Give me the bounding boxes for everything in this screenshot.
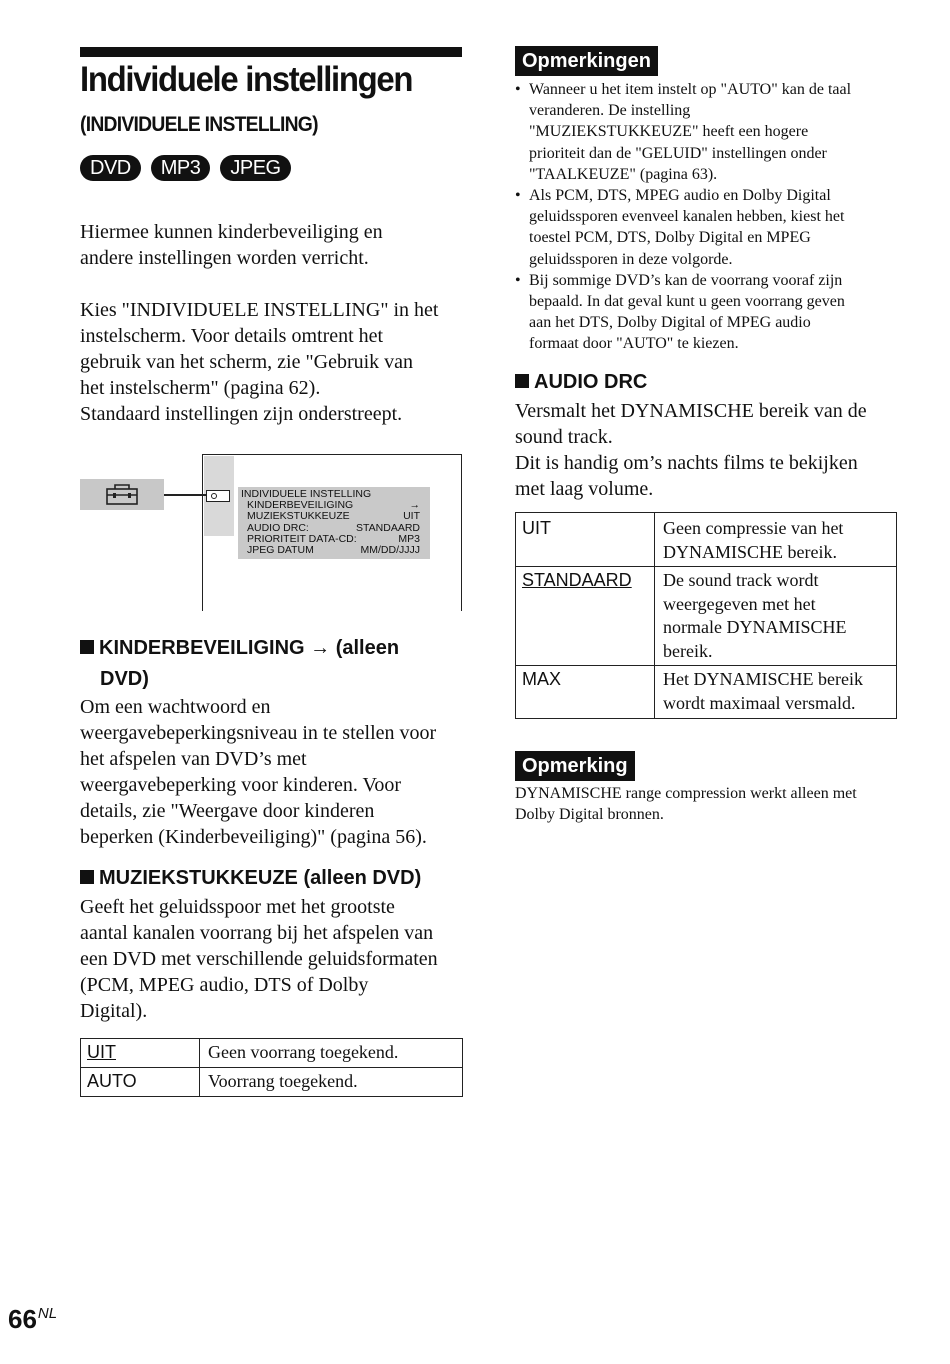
section-heading-audio-drc [515,367,647,398]
heading-text: KINDERBEVEILIGING → (alleen [99,637,400,659]
menu-row [247,545,430,556]
text-line: formaat door "AUTO" te kiezen. [529,335,739,353]
audio-drc-table [515,512,897,719]
option-key: UIT [516,513,655,567]
menu-row-label: KINDERBEVEILIGING [247,499,354,512]
text-line: bepaald. In dat geval kunt u geen voorrang geven [529,293,845,311]
menu-row-value: MP3 [398,532,420,545]
text-line: • Wanneer u het item instelt op "AUTO" kan de taal [529,81,852,98]
muziekstukkeuze-table [80,1038,463,1097]
text-line: een DVD met verschillende geluidsformaten [80,948,438,970]
badge-mp3: MP3 [151,155,211,181]
text-line: "TAALKEUZE" (pagina 63). [529,165,718,183]
text-line: met laag volume. [515,478,654,500]
text-line: Dolby Digital bronnen. [515,806,664,824]
option-key: MAX [516,666,655,719]
text-line: Kies "INDIVIDUELE INSTELLING" in het [80,299,439,321]
text-line: "MUZIEKSTUKKEUZE" heeft een hogere [529,123,809,141]
list-item [515,79,905,185]
title-rule [80,47,462,57]
text-line: bereik. [663,640,713,661]
square-bullet-icon [80,640,94,654]
table-row [516,513,897,567]
text-line: weergavebeperking voor kinderen. Voor [80,774,402,796]
page-number-value: 66 [8,1304,37,1334]
menu-row-value: MM/DD/JJJJ [360,544,420,557]
text-line: Geeft het geluidsspoor met het grootste [80,896,395,918]
section-heading-kinderbeveiliging [80,633,470,695]
option-value [655,567,897,666]
audio-drc-text [515,398,915,502]
list-item [515,185,905,270]
option-value [655,513,897,567]
text-line: normale DYNAMISCHE [663,617,847,637]
text-line: Geen compressie van het [663,518,844,538]
page-number [8,1304,57,1335]
selected-tab-icon [206,490,230,502]
heading-text: DVD) [100,668,149,690]
text-line: geluidssporen in deze volgorde. [529,250,733,268]
menu-row-label: PRIORITEIT DATA-CD: [247,532,357,545]
text-line: DYNAMISCHE range compression werkt alleen met [515,785,857,802]
intro-paragraph: Hiermee kunnen kinderbeveiliging en andere instellingen worden verricht. [80,221,383,269]
menu-row [247,511,430,522]
text-line: het afspelen van DVD’s met [80,748,307,770]
format-badges [80,155,291,181]
toolbox-icon [80,479,164,510]
text-line: toestel PCM, DTS, Dolby Digital en MPEG [529,229,811,247]
table-row [516,567,897,666]
setup-menu-title: INDIVIDUELE INSTELLING [241,488,372,500]
text-line: veranderen. De instelling [529,102,691,120]
intro-instructions [80,297,470,427]
square-bullet-icon [515,374,529,388]
menu-row-value: STANDAARD [356,521,420,534]
menu-row-label: MUZIEKSTUKKEUZE [247,510,350,523]
text-line: • Bij sommige DVD’s kan de voorrang vooraf zijn [529,271,843,289]
text-line: details, zie "Weergave door kinderen [80,800,375,822]
page-title: Individuele instellingen [80,60,413,99]
menu-row-label: JPEG DATUM [247,544,314,557]
text-line: prioriteit dan de "GELUID" instellingen onder [529,144,827,162]
menu-row-value: → [409,499,420,512]
heading-text: MUZIEKSTUKKEUZE (alleen DVD) [99,867,422,889]
option-value [655,666,897,719]
heading-text: AUDIO DRC [534,371,648,393]
text-line: DYNAMISCHE bereik. [663,541,837,562]
notes-heading: Opmerkingen [515,46,658,76]
toolbox-icon-panel [80,479,164,510]
option-key: UIT [81,1039,200,1068]
text-line: Dit is handig om’s nachts films te bekijken [515,452,858,474]
table-row [81,1039,463,1068]
text-line: geluidssporen evenveel kanalen hebben, kiest het [529,208,845,226]
text-line: weergavebeperkingsniveau in te stellen voor [80,722,437,744]
page-language-suffix: NL [37,1305,58,1322]
option-value: Voorrang toegekend. [200,1068,463,1097]
text-line: (PCM, MPEG audio, DTS of Dolby [80,974,369,996]
list-item [515,270,905,355]
option-key: STANDAARD [516,567,655,666]
note-heading: Opmerking [515,751,635,781]
section-heading-muziekstukkeuze [80,863,470,894]
text-line: wordt maximaal versmald. [663,692,856,713]
menu-row-value: UIT [403,510,420,523]
text-line: Het DYNAMISCHE bereik [663,669,863,689]
text-line: Om een wachtwoord en [80,696,271,718]
text-line: Versmalt het DYNAMISCHE bereik van de [515,400,867,422]
text-line: beperken (Kinderbeveiliging)" (pagina 56). [80,826,427,848]
muziekstukkeuze-text [80,894,470,1024]
note-text [515,783,915,825]
badge-jpeg: JPEG [220,155,290,181]
kinderbeveiliging-text [80,694,470,850]
text-line: gebruik van het scherm, zie "Gebruik van [80,351,414,373]
text-line: weergegeven met het [663,593,816,614]
text-line: De sound track wordt [663,570,819,590]
text-line: Digital). [80,1000,148,1022]
page-subtitle: (INDIVIDUELE INSTELLING) [80,113,318,136]
square-bullet-icon [80,870,94,884]
notes-list [515,79,905,355]
text-line: Standaard instellingen zijn onderstreept. [80,403,403,425]
text-line: het instelscherm" (pagina 62). [80,377,321,399]
text-line: • Als PCM, DTS, MPEG audio en Dolby Digital [529,187,831,205]
text-line: aantal kanalen voorrang bij het afspelen van [80,922,434,944]
option-value: Geen voorrang toegekend. [200,1039,463,1068]
connector-line [164,494,206,496]
table-row [516,666,897,719]
text-line: aan het DTS, Dolby Digital of MPEG audio [529,314,811,332]
text-line: sound track. [515,426,613,448]
table-row [81,1068,463,1097]
setup-menu [238,487,430,559]
text-line: instelscherm. Voor details omtrent het [80,325,384,347]
option-key: AUTO [81,1068,200,1097]
menu-row-label: AUDIO DRC: [247,521,309,534]
badge-dvd: DVD [80,155,141,181]
